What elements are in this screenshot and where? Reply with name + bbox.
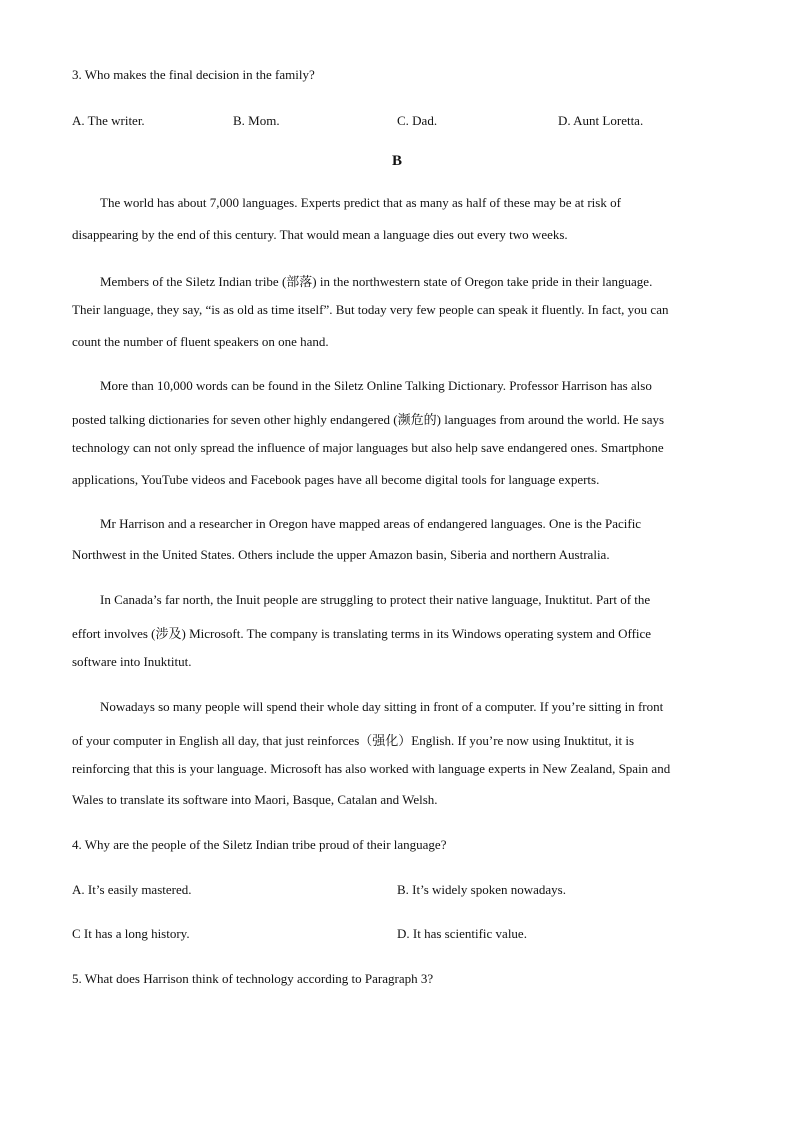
paragraph-5-line: In Canada’s far north, the Inuit people are struggling to protect their native language, Inuktitut. Part of the: [100, 592, 651, 607]
paragraph-2-line: Members of the Siletz Indian tribe (部落) in the northwestern state of Oregon take pride in their language.: [100, 274, 653, 289]
paragraph-1-line: disappearing by the end of this century. That would mean a language dies out every two weeks.: [72, 227, 568, 242]
paragraph-6-line: Wales to translate its software into Maori, Basque, Catalan and Welsh.: [72, 792, 438, 807]
q3-option-d: D. Aunt Loretta.: [558, 113, 644, 128]
paragraph-3-line: applications, YouTube videos and Facebook pages have all become digital tools for language experts.: [72, 472, 600, 487]
q3-option-a: A. The writer.: [72, 113, 145, 128]
q4-option-a: A. It’s easily mastered.: [72, 882, 192, 897]
paragraph-6-line: of your computer in English all day, that just reinforces（强化）English. If you’re now using Inuktitut, it is: [72, 733, 635, 748]
paragraph-3-line: posted talking dictionaries for seven other highly endangered (濒危的) languages from around the world. He says: [72, 412, 665, 427]
paragraph-5-line: effort involves (涉及) Microsoft. The company is translating terms in its Windows operating system and Office: [72, 626, 652, 641]
section-label: B: [391, 153, 402, 169]
paragraph-4-line: Mr Harrison and a researcher in Oregon have mapped areas of endangered languages. One is the Pacific: [100, 516, 642, 531]
q3-option-b: B. Mom.: [233, 113, 280, 128]
question-5: 5. What does Harrison think of technology according to Paragraph 3?: [72, 971, 434, 986]
q4-option-c: C It has a long history.: [72, 926, 190, 941]
paragraph-4-line: Northwest in the United States. Others include the upper Amazon basin, Siberia and northern Australia.: [72, 547, 610, 562]
paragraph-3-line: technology can not only spread the influence of major languages but also help save endangered ones. Smartphone: [72, 440, 664, 455]
q4-option-d: D. It has scientific value.: [397, 926, 527, 941]
paragraph-3-line: More than 10,000 words can be found in the Siletz Online Talking Dictionary. Professor Harrison has also: [100, 378, 652, 393]
paragraph-2-line: count the number of fluent speakers on one hand.: [72, 334, 329, 349]
q4-option-b: B. It’s widely spoken nowadays.: [397, 882, 566, 897]
question-4: 4. Why are the people of the Siletz Indian tribe proud of their language?: [72, 837, 447, 852]
q3-option-c: C. Dad.: [397, 113, 438, 128]
paragraph-6-line: Nowadays so many people will spend their whole day sitting in front of a computer. If you’re sitting in front: [100, 699, 664, 714]
paragraph-5-line: software into Inuktitut.: [72, 654, 192, 669]
paragraph-1-line: The world has about 7,000 languages. Experts predict that as many as half of these may be at risk of: [100, 195, 621, 210]
paragraph-6-line: reinforcing that this is your language. Microsoft has also worked with language experts in New Zealand, Spain and: [72, 761, 671, 776]
paragraph-2-line: Their language, they say, “is as old as time itself”. But today very few people can speak it fluently. In fact, you can: [72, 302, 669, 317]
question-3: 3. Who makes the final decision in the family?: [72, 67, 315, 82]
